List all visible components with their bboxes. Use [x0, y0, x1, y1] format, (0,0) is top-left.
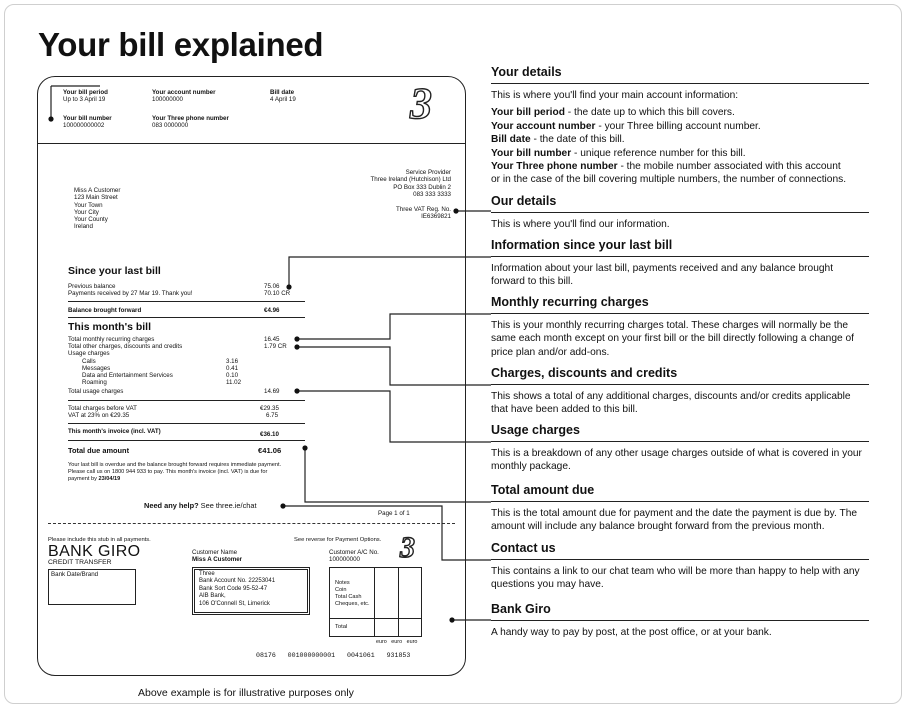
invoice-value: €36.10: [260, 431, 279, 438]
page-number: Page 1 of 1: [378, 510, 410, 517]
connector-dot: [286, 284, 291, 289]
connector-dot: [453, 208, 458, 213]
provider-line: 083 333 3333: [413, 190, 451, 198]
usage-item-value: 0.10: [226, 372, 239, 379]
detail-extra: or in the case of the bill covering multiple numbers, the number of connections.: [491, 174, 847, 186]
total-usage-label: Total usage charges: [68, 388, 124, 395]
customer-ac-value: 100000000: [329, 556, 360, 563]
address-line: Miss A Customer: [74, 187, 121, 194]
address-line: Ireland: [74, 223, 93, 231]
three-logo: 3: [400, 531, 415, 564]
detail-term: Your bill period: [491, 107, 565, 119]
total-due-value: €41.06: [258, 446, 282, 455]
connector-dot: [302, 445, 307, 450]
bank-details-line: Bank Account No. 22253041: [199, 578, 276, 585]
usage-item-value: 3.16: [226, 358, 239, 365]
bank-details-line: 106 O'Connell St, Limerick: [199, 600, 270, 607]
bill-number-label: Your bill number: [63, 115, 112, 122]
section-heading: Total amount due: [491, 483, 595, 497]
tally-label: Coin: [335, 587, 347, 593]
bank-details-line: Bank Sort Code 95-52-47: [199, 585, 268, 592]
provider-line: PO Box 333 Dublin 2: [393, 183, 451, 191]
notice-line: Please call us on 1800 944 933 to pay. This month's invoice (incl. VAT) is due for: [68, 469, 268, 475]
section-body: A handy way to pay by post, at the post office, or at your bank.: [491, 627, 772, 638]
since-last-bill-heading: Since your last bill: [68, 265, 161, 277]
bill-period-label: Your bill period: [63, 89, 108, 96]
usage-item-label: Messages: [82, 365, 111, 372]
detail-term: Bill date: [491, 134, 531, 146]
address-line: Your County: [74, 216, 108, 224]
usage-charges-label: Usage charges: [68, 350, 110, 357]
payments-label: Payments received by 27 Mar 19. Thank you!: [68, 290, 193, 297]
footnote: Above example is for illustrative purposes only: [138, 687, 354, 699]
phone-number-label: Your Three phone number: [152, 115, 229, 122]
section-heading: Our details: [491, 194, 557, 208]
tally-label: Notes: [335, 580, 350, 586]
tally-total-label: Total: [335, 624, 348, 630]
connector-since-last-bill: [289, 257, 491, 287]
stub-include-note: Please include this stub in all payments.: [48, 537, 151, 543]
bill-date-value: 4 April 19: [270, 96, 296, 103]
currency-label: euro: [391, 639, 403, 645]
section-body: This is the total amount due for payment and the date the payment is due by. The amount will include any balance brought forward from the previous month.: [491, 508, 858, 533]
customer-name-label: Customer Name: [192, 549, 238, 556]
section-body: This shows a total of any additional charges, discounts and/or credits applicable that have been added to this bill.: [491, 391, 851, 416]
usage-item-value: 11.02: [226, 379, 242, 386]
provider-line: Service Provider: [405, 169, 451, 176]
invoice-label: This month's invoice (incl. VAT): [68, 428, 161, 435]
detail-term: Your Three phone number: [491, 161, 618, 173]
usage-item-label: Calls: [82, 358, 96, 365]
section-heading: Bank Giro: [491, 602, 551, 616]
chat-link[interactable]: See three.ie/chat: [198, 501, 257, 510]
three-logo: 3: [410, 79, 432, 128]
bill-date-label: Bill date: [270, 89, 295, 96]
bill-period-value: Up to 3 April 19: [63, 96, 106, 103]
connector-dot: [48, 116, 53, 121]
credit-transfer: CREDIT TRANSFER: [48, 559, 112, 566]
bill-number-value: 100000000002: [63, 122, 105, 129]
vat-reg-value: IE6369821: [421, 213, 451, 221]
account-number-value: 100000000: [152, 96, 183, 103]
payment-by-prefix: payment by: [68, 476, 99, 482]
recurring-label: Total monthly recurring charges: [68, 336, 155, 343]
section-body: This is where you'll find our information.: [491, 219, 670, 230]
help-label: Need any help?: [144, 501, 199, 510]
address-line: Your City: [74, 208, 99, 216]
connector-dot: [280, 503, 285, 508]
connector-header-bracket: [51, 86, 53, 119]
connector-usage: [297, 391, 491, 442]
connector-dot: [294, 388, 299, 393]
vat-label: VAT at 23% on €29.35: [68, 412, 130, 419]
notice-line: Your last bill is overdue and the balance brought forward requires immediate payment.: [68, 462, 282, 468]
connector-total-due: [305, 448, 491, 502]
bank-date-label: Bank Date/Brand: [51, 571, 99, 578]
other-charges-label: Total other charges, discounts and credits: [68, 343, 183, 350]
section-body: Information about your last bill, payments received and any balance brought forward to this bill.: [491, 263, 834, 288]
section-intro: This is where you'll find your main account information:: [491, 90, 739, 101]
connector-dot: [294, 336, 299, 341]
section-body: This is your monthly recurring charges total. These charges will normally be the same each month except on your first bill or the bill directly following a change of price plan and/or add-ons.: [491, 320, 854, 358]
connector-dot: [449, 617, 454, 622]
detail-desc: - unique reference number for this bill.: [571, 147, 746, 159]
bank-giro-title: BANK GIRO: [48, 543, 141, 560]
connector-dot: [294, 344, 299, 349]
recurring-value: 16.45: [264, 336, 280, 343]
previous-balance-value: 75.06: [264, 283, 280, 290]
vat-reg-label: Three VAT Reg. No.: [395, 206, 451, 213]
tally-label: Cheques, etc.: [335, 601, 370, 607]
section-body: This contains a link to our chat team who will be more than happy to help with any questions you may have.: [491, 566, 860, 591]
detail-term: Your bill number: [491, 147, 572, 159]
section-heading: Your details: [491, 65, 562, 79]
usage-item-value: 0.41: [226, 365, 239, 372]
previous-balance-label: Previous balance: [68, 283, 116, 290]
detail-term: Your account number: [491, 120, 596, 132]
detail-desc: - your Three billing account number.: [595, 120, 761, 132]
brought-forward-label: Balance brought forward: [68, 307, 142, 314]
this-month-heading: This month's bill: [68, 321, 151, 333]
provider-line: Three Ireland (Hutchison) Ltd: [370, 176, 451, 184]
address-line: Your Town: [74, 201, 103, 209]
phone-number-value: 083 0000000: [152, 122, 189, 129]
stub-reverse-note: See reverse for Payment Options.: [294, 537, 382, 543]
customer-ac-label: Customer A/C No.: [329, 549, 379, 556]
account-number-label: Your account number: [152, 89, 216, 96]
detail-desc: - the mobile number associated with this account: [617, 161, 841, 173]
section-heading: Monthly recurring charges: [491, 295, 649, 309]
detail-desc: - the date of this bill.: [530, 134, 625, 146]
connector-contact: [283, 506, 491, 560]
address-line: 123 Main Street: [74, 194, 118, 202]
currency-label: euro: [376, 639, 387, 645]
detail-desc: - the date up to which this bill covers.: [564, 107, 735, 119]
page-title: Your bill explained: [38, 26, 324, 63]
before-vat-label: Total charges before VAT: [68, 405, 137, 412]
bank-details-line: Three: [199, 571, 215, 577]
usage-item-label: Roaming: [82, 379, 107, 386]
section-heading: Information since your last bill: [491, 238, 673, 252]
vat-value: 6.75: [266, 412, 279, 419]
payment-by-date: 23/04/19: [98, 476, 121, 482]
before-vat-value: €29.35: [260, 405, 279, 412]
section-heading: Charges, discounts and credits: [491, 366, 678, 380]
usage-item-label: Data and Entertainment Services: [82, 372, 173, 379]
connector-recurring: [297, 314, 491, 339]
brought-forward-value: €4.96: [264, 307, 280, 314]
other-charges-value: 1.79 CR: [264, 343, 287, 350]
section-heading: Contact us: [491, 541, 556, 555]
total-due-label: Total due amount: [68, 446, 130, 455]
connector-discounts: [297, 347, 491, 385]
currency-label: euro: [406, 639, 418, 645]
section-heading: Usage charges: [491, 423, 580, 437]
bank-details-line: AIB Bank,: [199, 593, 226, 600]
customer-name-value: Miss A Customer: [192, 556, 243, 563]
section-body: This is a breakdown of any other usage charges outside of what is covered in your monthly package.: [491, 448, 862, 473]
tally-label: Total Cash: [335, 594, 362, 600]
total-usage-value: 14.69: [264, 388, 280, 395]
codeline: 08176 001000000001 0041061 931853: [256, 652, 411, 659]
payments-value: 70.10 CR: [264, 290, 291, 297]
